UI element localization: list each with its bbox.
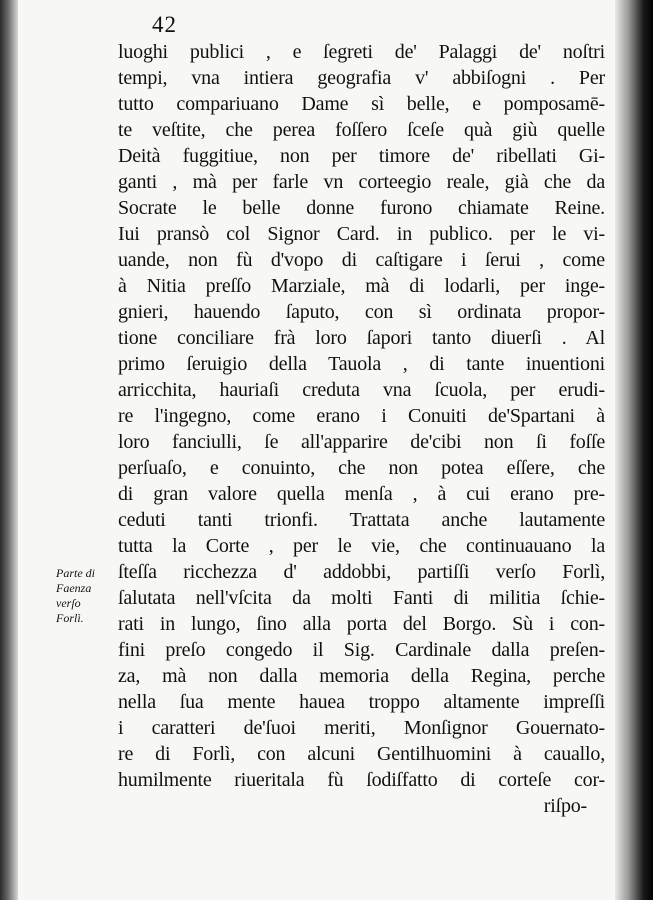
text-line: tempi, vna intiera geografia v' abbiſogni . Per — [118, 67, 605, 89]
text-line: tutto compariuano Dame sì belle, e pomposamē- — [118, 93, 605, 115]
body-text — [118, 39, 605, 819]
text-line: uande, non fù d'vopo di caſtigare i ſerui , come — [118, 249, 605, 271]
text-line: gnieri, hauendo ſaputo, con sì ordinata propor- — [118, 301, 605, 323]
text-line: ſalutata nell'vſcita da molti Fanti di militia ſchie- — [118, 587, 605, 609]
text-line: à Nitia preſſo Marziale, mà di lodarli, per inge- — [118, 275, 605, 297]
text-line: tione conciliare frà loro ſapori tanto diuerſi . Al — [118, 327, 605, 349]
text-line: luoghi publici , e ſegreti de' Palaggi de' noſtri — [118, 41, 605, 63]
text-line: nella ſua mente hauea troppo altamente impreſſi — [118, 691, 605, 713]
text-line: fini preſo congedo il Sig. Cardinale dalla preſen- — [118, 639, 605, 661]
text-line: ſteſſa ricchezza d' addobbi, partiſſi verſo Forlì, — [118, 561, 605, 583]
page-edge-shadow — [615, 0, 653, 900]
margin-note-line: Faenza — [56, 581, 92, 595]
text-line: primo ſeruigio della Tauola , di tante inuentioni — [118, 353, 605, 375]
text-line: re l'ingegno, come erano i Conuiti de'Spartani à — [118, 405, 605, 427]
page-gutter-shadow — [0, 0, 18, 900]
text-line: di gran valore quella menſa , à cui erano pre- — [118, 483, 605, 505]
text-line: ganti , mà per farle vn corteegio reale, già che da — [118, 171, 605, 193]
page-number: 42 — [152, 12, 177, 37]
catchword: riſpo- — [543, 795, 587, 817]
margin-note — [56, 566, 118, 626]
text-line: Deità fuggitiue, non per timore de' ribellati Gi- — [118, 145, 605, 167]
text-line: re di Forlì, con alcuni Gentilhuomini à cauallo, — [118, 743, 605, 765]
text-line: ceduti tanti trionfi. Trattata anche lautamente — [118, 509, 605, 531]
margin-note-line: Parte di — [56, 566, 95, 580]
text-line: arricchita, hauriaſi creduta vna ſcuola, per erudi- — [118, 379, 605, 401]
text-line: Socrate le belle donne furono chiamate Reine. — [118, 197, 605, 219]
margin-note-line: verſo — [56, 596, 81, 610]
text-line: te veſtite, che perea foſſero ſceſe quà giù quelle — [118, 119, 605, 141]
text-line: tutta la Corte , per le vie, che continuauano la — [118, 535, 605, 557]
text-line: za, mà non dalla memoria della Regina, perche — [118, 665, 605, 687]
text-line: perſuaſo, e conuinto, che non potea eſſere, che — [118, 457, 605, 479]
margin-note-line: Forlì. — [56, 611, 84, 625]
text-line: Iui pransò col Signor Card. in publico. per le vi- — [118, 223, 605, 245]
text-line: loro fanciulli, ſe all'apparire de'cibi non ſi foſſe — [118, 431, 605, 453]
text-line: humilmente riueritala fù ſodiſfatto di corteſe cor- — [118, 769, 605, 791]
text-line: i caratteri de'ſuoi meriti, Monſignor Gouernato- — [118, 717, 605, 739]
text-line: rati in lungo, ſino alla porta del Borgo. Sù i con- — [118, 613, 605, 635]
